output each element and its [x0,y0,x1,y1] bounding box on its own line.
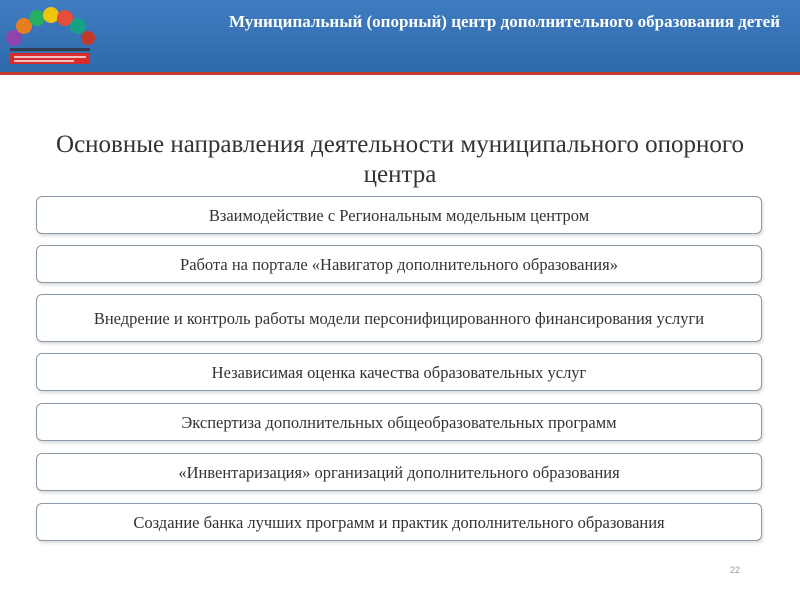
activity-item: «Инвентаризация» организаций дополнительного образования [36,453,762,491]
slide-header [0,0,800,72]
activity-item: Экспертиза дополнительных общеобразовательных программ [36,403,762,441]
activity-item: Создание банка лучших программ и практик дополнительного образования [36,503,762,541]
header-title: Муниципальный (опорный) центр дополнительного образования детей [228,12,780,31]
activity-item: Работа на портале «Навигатор дополнительного образования» [36,245,762,283]
header-divider [0,72,800,75]
page-number: 22 [729,565,740,575]
activity-item: Внедрение и контроль работы модели персонифицированного финансирования услуги [36,294,762,342]
slide-title: Основные направления деятельности муниципального опорного центра [56,131,744,188]
activity-item: Взаимодействие с Региональным модельным центром [36,196,762,234]
activity-item: Независимая оценка качества образовательных услуг [36,353,762,391]
center-logo-icon [4,4,96,68]
